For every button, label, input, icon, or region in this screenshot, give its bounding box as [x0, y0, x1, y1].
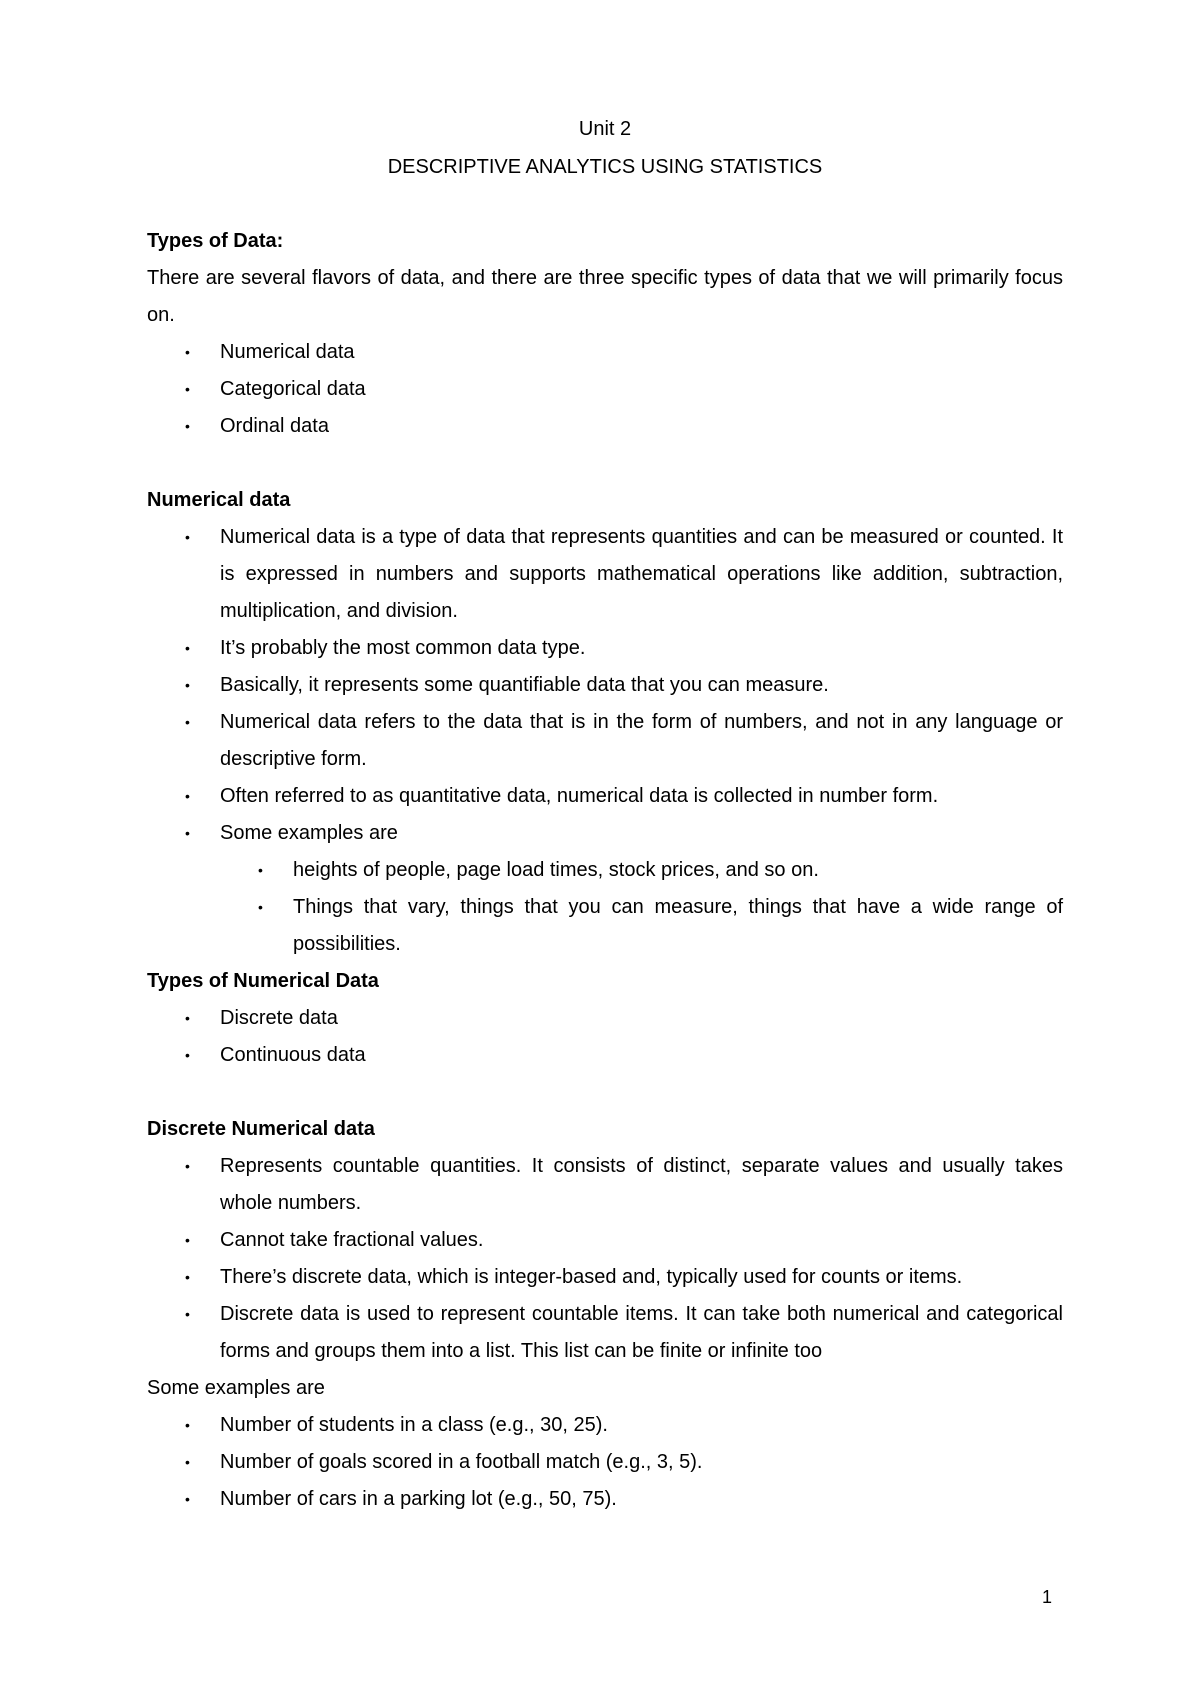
list-item: • Basically, it represents some quantifiable data that you can measure.	[147, 667, 1063, 704]
types-of-data-intro: There are several flavors of data, and there are three specific types of data that we will primarily focus on.	[147, 267, 1063, 326]
types-of-data-list	[147, 334, 1063, 445]
discrete-numerical-list	[147, 1148, 1063, 1370]
list-item: • Numerical data refers to the data that is in the form of numbers, and not in any language or descriptive form.	[147, 704, 1063, 778]
list-item: • Some examples are	[147, 815, 1063, 852]
unit-label: Unit 2	[578, 118, 632, 140]
numerical-examples-sublist	[147, 852, 1063, 963]
list-item: • Numerical data	[147, 334, 1063, 371]
list-item: • Numerical data is a type of data that represents quantities and can be measured or counted. It is expressed in numbers and supports mathematical operations like addition, subtraction, multiplication, and division.	[147, 519, 1063, 630]
list-item: • Represents countable quantities. It consists of distinct, separate values and usually takes whole numbers.	[147, 1148, 1063, 1222]
document-title: DESCRIPTIVE ANALYTICS USING STATISTICS	[387, 156, 823, 178]
document-body	[147, 223, 1063, 1518]
list-item: • Cannot take fractional values.	[147, 1222, 1063, 1259]
section-heading-discrete-numerical-data: Discrete Numerical data	[147, 1118, 375, 1140]
list-item: • Categorical data	[147, 371, 1063, 408]
discrete-examples-list	[147, 1407, 1063, 1518]
sub-list-item: • Things that vary, things that you can measure, things that have a wide range of possibilities.	[147, 889, 1063, 963]
types-of-numerical-list	[147, 1000, 1063, 1074]
section-heading-types-of-numerical-data: Types of Numerical Data	[147, 970, 379, 992]
list-item: • Number of goals scored in a football match (e.g., 3, 5).	[147, 1444, 1063, 1481]
list-item: • Number of students in a class (e.g., 30, 25).	[147, 1407, 1063, 1444]
list-item: • It’s probably the most common data type.	[147, 630, 1063, 667]
discrete-examples-label: Some examples are	[147, 1377, 325, 1399]
list-item: • Ordinal data	[147, 408, 1063, 445]
section-heading-numerical-data: Numerical data	[147, 489, 291, 511]
list-item: • Discrete data is used to represent countable items. It can take both numerical and categorical forms and groups them into a list. This list can be finite or infinite too	[147, 1296, 1063, 1370]
list-item: • Often referred to as quantitative data, numerical data is collected in number form.	[147, 778, 1063, 815]
list-item: • Continuous data	[147, 1037, 1063, 1074]
spacer	[147, 445, 1063, 482]
list-item: • Discrete data	[147, 1000, 1063, 1037]
list-item: • Number of cars in a parking lot (e.g., 50, 75).	[147, 1481, 1063, 1518]
numerical-data-list	[147, 519, 1063, 852]
section-heading-types-of-data: Types of Data:	[147, 230, 284, 252]
page-number: 1	[1042, 1587, 1053, 1607]
spacer	[147, 1074, 1063, 1111]
list-item: • There’s discrete data, which is integer-based and, typically used for counts or items.	[147, 1259, 1063, 1296]
document-page	[147, 0, 1063, 1696]
sub-list-item: • heights of people, page load times, stock prices, and so on.	[147, 852, 1063, 889]
